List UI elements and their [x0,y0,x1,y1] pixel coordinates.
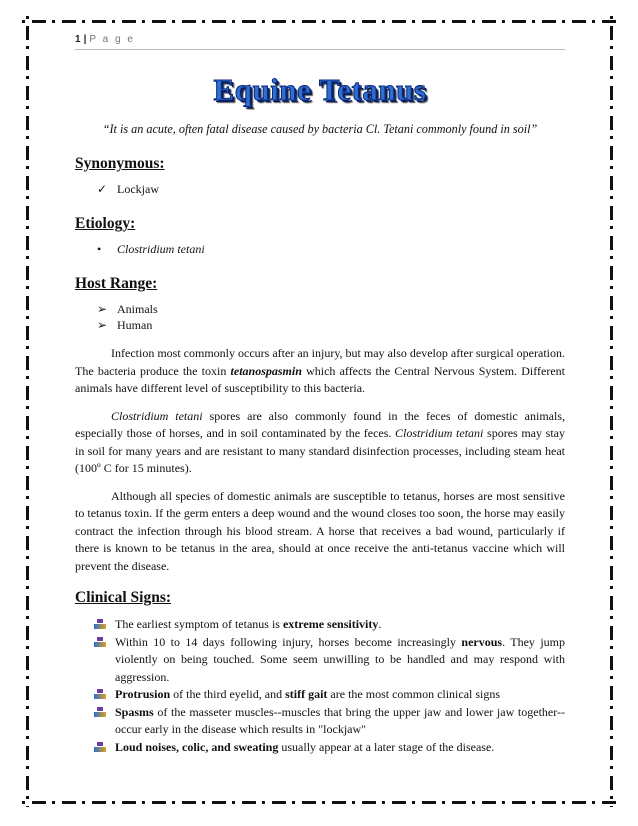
book-stack-bullet-icon [93,689,111,700]
list-item [75,302,565,317]
list-item [75,704,565,739]
bullet-icon: • [97,242,102,256]
checkmark-icon: ✓ [97,182,108,196]
synonymous-list [75,182,565,197]
emphasis: Protrusion [115,687,171,701]
paragraph-infection [75,345,565,398]
text-run: Within 10 to 14 days following injury, horses become increasingly [115,634,462,649]
document-title: Equine Tetanus [213,72,427,107]
book-stack-bullet-icon [93,742,111,753]
list-item-text [115,704,565,739]
toxin-name: tetanospasmin [230,363,302,378]
page-border-bottom [22,797,616,807]
text-run: are the most common clinical signs [327,687,501,701]
paragraph-susceptibility: Although all species of domestic animals are susceptible to tetanus, horses are most sensitive to tetanus toxin. If the germ enters a deep wound and the wound closes too soon, the horse may easily contract the infection through his blood stream. A horse that receives a bad wound, particularly if there is known to be tetanus in the area, should at once receive the anti-tetanus vaccine which will prevent the disease. [75,488,565,573]
list-item-text [115,634,565,687]
list-item-label: Human [117,318,153,332]
paragraph-spores [75,408,565,478]
list-item [75,686,565,704]
list-item [75,182,565,197]
paragraph-text: Infection most commonly occurs after an injury, but may also develop after surgical operation. The bacteria produce the toxin [75,346,565,378]
definition-quote: “It is an acute, often fatal disease caused by bacteria Cl. Tetani commonly found in soil” [102,122,538,136]
page-border-top [22,16,616,26]
page-label: P a g e [89,34,135,45]
document-body [75,34,565,774]
bacteria-name: Clostridium tetani [111,408,203,423]
list-item-label: Lockjaw [117,182,159,196]
text-run: . [378,617,382,631]
list-item [75,242,565,257]
synonymous-heading: Synonymous: [75,155,165,172]
clinical-signs-heading: Clinical Signs: [75,589,172,606]
list-item-text [115,616,565,634]
emphasis: stiff gait [285,687,328,701]
paragraph-text: spores may stay in soil for many years and are resistant to many standard disinfection processes, including steam heat (100º C for 15 minutes). [75,426,565,475]
page-number: 1 [75,34,81,45]
emphasis: extreme sensitivity [282,617,379,631]
paragraph-text: spores are also commonly found in the feces of domestic animals, especially those of horses, and in soil contaminated by the feces. [75,408,565,440]
list-item [75,634,565,687]
etiology-heading: Etiology: [75,215,136,232]
header-separator: | [83,34,87,45]
page-border-right [606,16,616,807]
etiology-list [75,242,565,257]
arrow-bullet-icon: ➢ [97,302,108,316]
text-run: . They jump violently on being touched. Some seem unwilling to be handled and may respond with aggression. [115,634,565,684]
book-stack-bullet-icon [93,637,111,648]
list-item [75,739,565,757]
book-stack-bullet-icon [93,707,111,718]
book-stack-bullet-icon [93,619,111,630]
page-header [75,34,565,50]
list-item-text [115,739,565,757]
page-border-left [22,16,32,807]
emphasis: Loud noises, colic, and sweating [115,739,279,754]
list-item [75,616,565,634]
emphasis: nervous [461,634,503,649]
text-run: of the masseter muscles--muscles that bring the upper jaw and lower jaw together--occur early in the disease which results in "lockjaw" [115,704,565,736]
host-range-heading: Host Range: [75,275,158,292]
text-run: usually appear at a later stage of the disease. [278,739,495,754]
text-run: The earliest symptom of tetanus is [115,617,283,631]
bacteria-name: Clostridium tetani [395,426,484,440]
list-item-label: Animals [117,302,158,316]
paragraph-text: which affects the Central Nervous System. Different animals have different level of susceptibility to this bacteria. [75,363,565,395]
list-item-label: Clostridium tetani [117,242,205,256]
clinical-signs-list [75,616,565,756]
list-item-text [115,686,565,704]
host-range-list [75,302,565,333]
text-run: of the third eyelid, and [170,687,286,701]
emphasis: Spasms [115,704,154,719]
list-item [75,318,565,333]
arrow-bullet-icon: ➢ [97,318,108,332]
